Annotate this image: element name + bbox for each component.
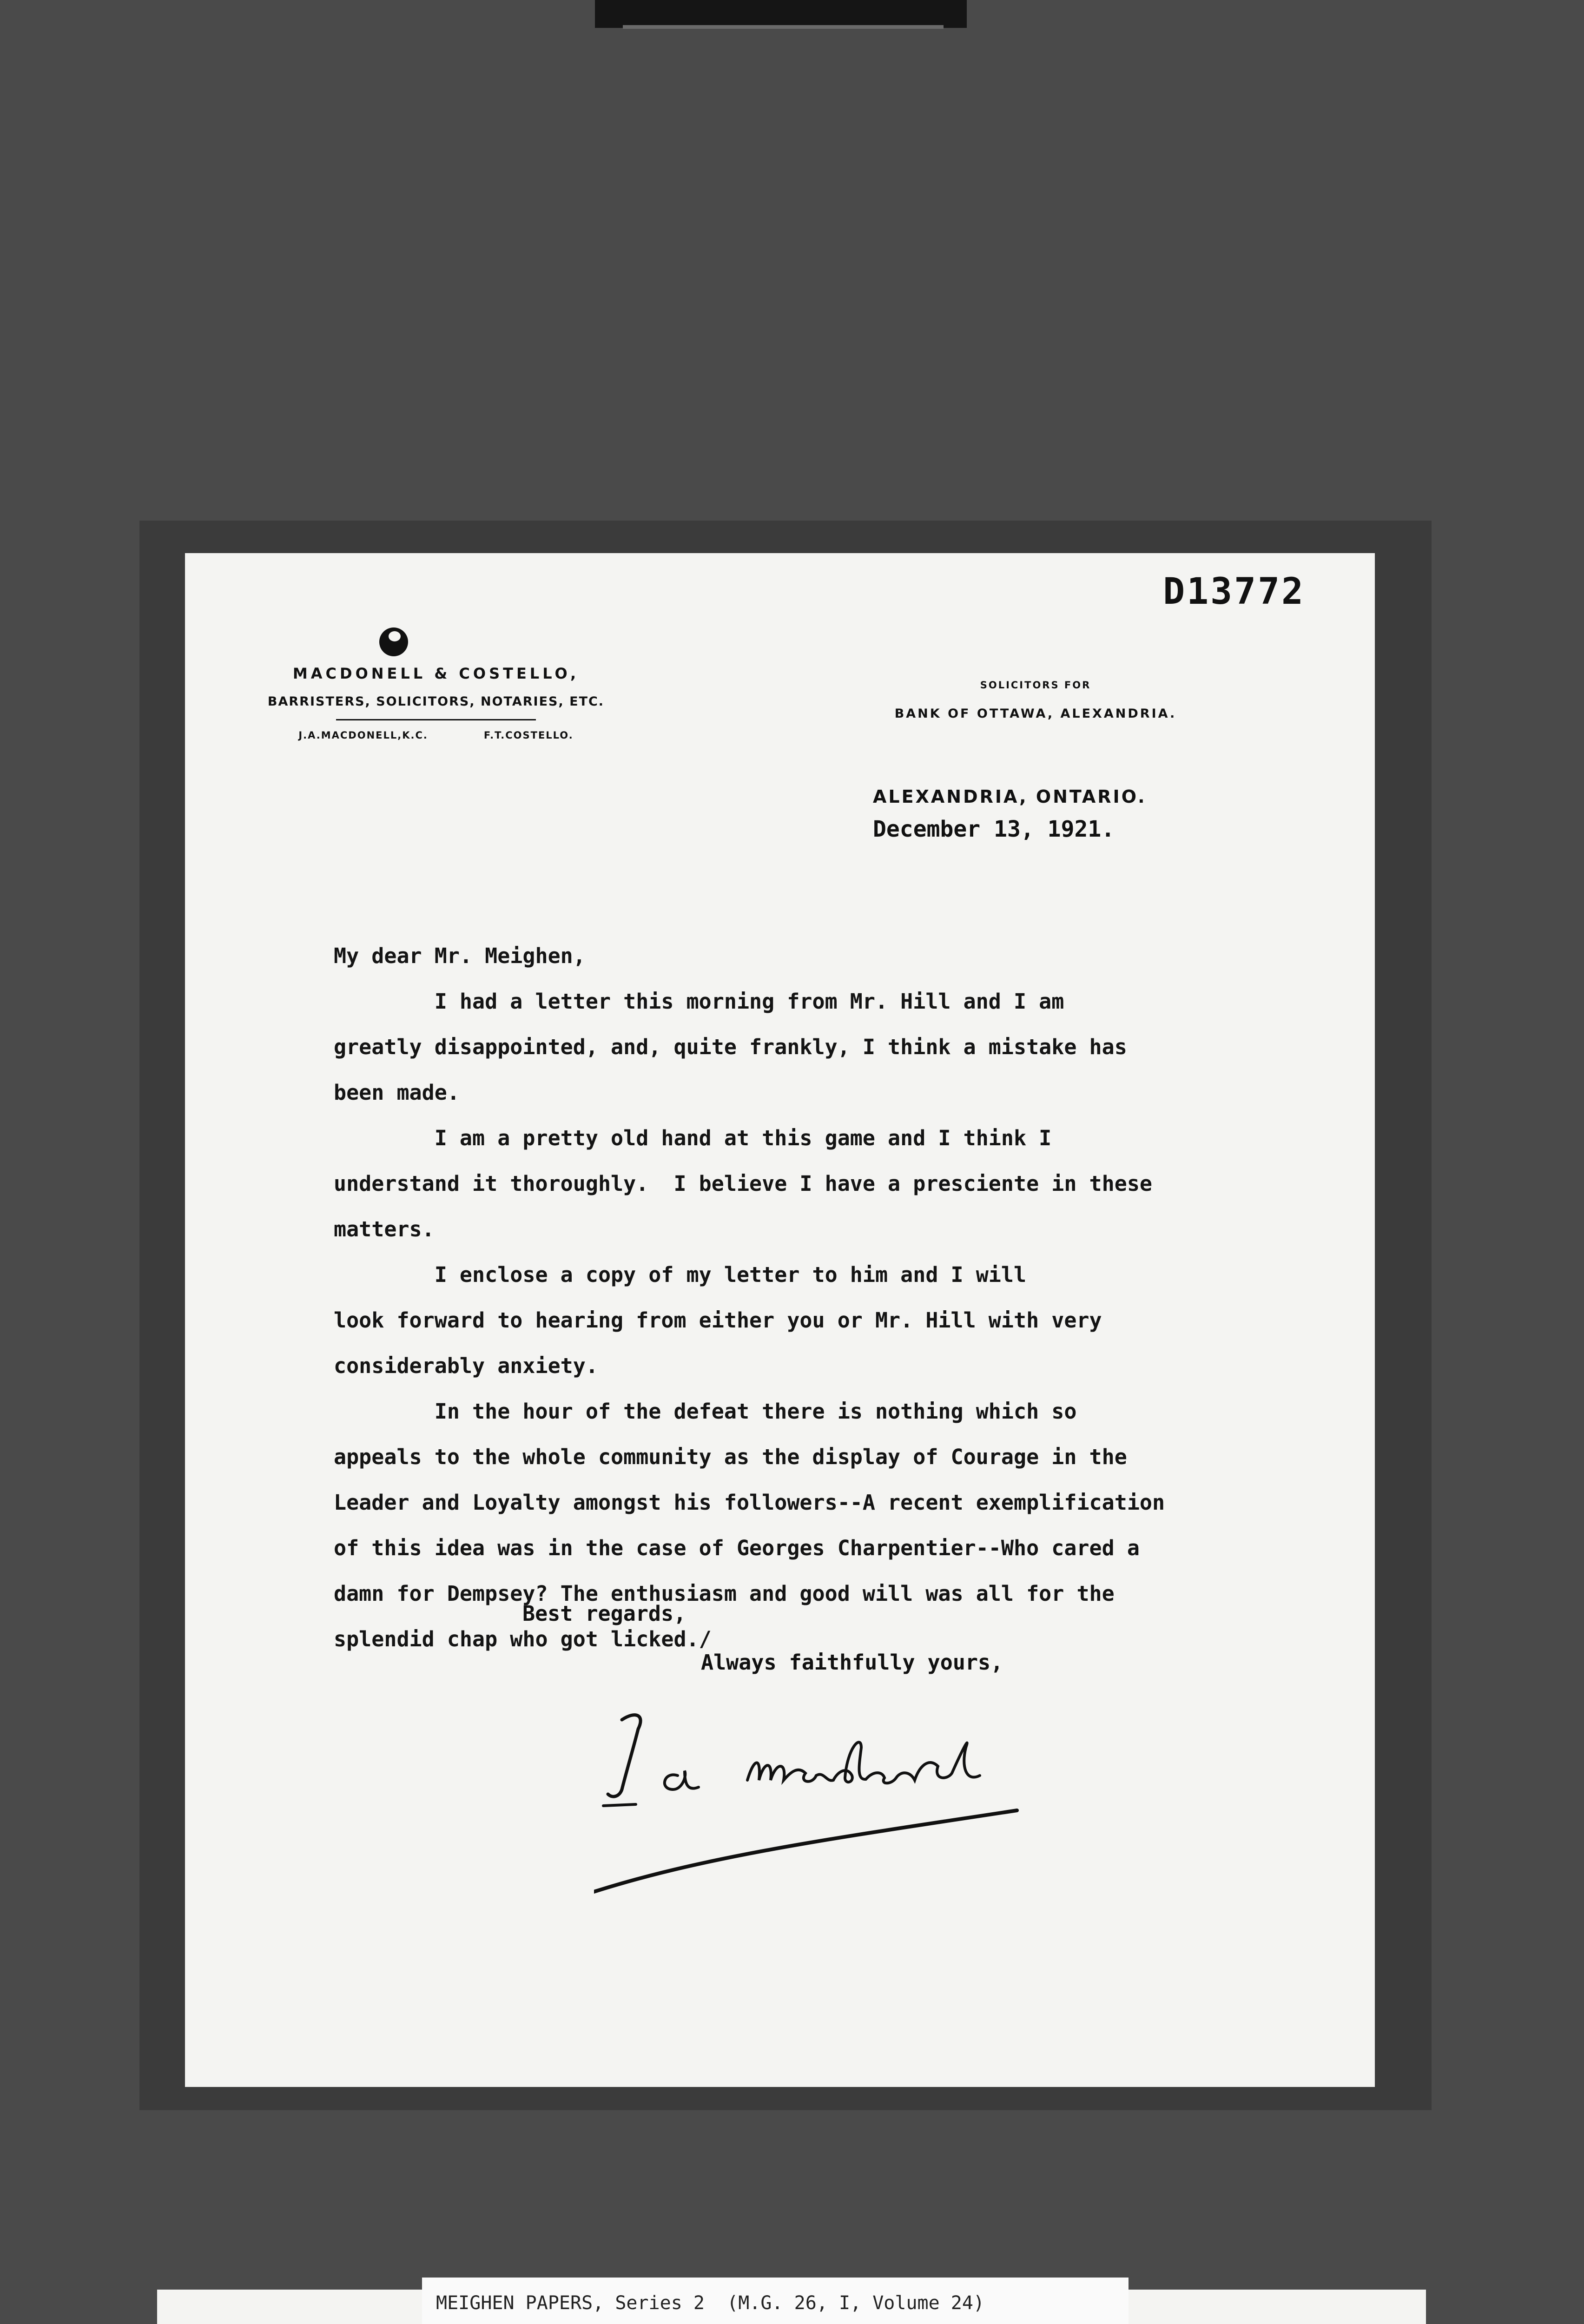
body-line: I enclose a copy of my letter to him and I will <box>334 1262 1027 1287</box>
document-number: D13772 <box>1163 571 1305 613</box>
body-line: matters. <box>334 1217 435 1241</box>
letter-sheet <box>185 553 1375 2087</box>
valediction: Always faithfully yours, <box>701 1650 1003 1675</box>
letterhead-divider <box>336 719 536 720</box>
body-line: appeals to the whole community as the display of Courage in the <box>334 1445 1127 1469</box>
series-label-strip <box>422 2278 1129 2324</box>
body-line: splendid chap who got licked./ <box>334 1627 712 1651</box>
letter-date: December 13, 1921. <box>873 816 1115 842</box>
body-line: I am a pretty old hand at this game and I think I <box>334 1126 1052 1150</box>
body-line: look forward to hearing from either you or Mr. Hill with very <box>334 1308 1102 1333</box>
body-line: considerably anxiety. <box>334 1353 598 1378</box>
letter-place: ALEXANDRIA, ONTARIO. <box>873 786 1147 807</box>
solicitors-bank: BANK OF OTTAWA, ALEXANDRIA. <box>894 706 1177 721</box>
partner-macdonell: J.A.MACDONELL,K.C. <box>298 730 428 741</box>
body-line: greatly disappointed, and, quite frankly, I think a mistake has <box>334 1035 1127 1059</box>
body-line: of this idea was in the case of Georges Charpentier--Who cared a <box>334 1536 1140 1560</box>
solicitors-label: SOLICITORS FOR <box>980 680 1091 691</box>
salutation: My dear Mr. Meighen, <box>334 944 586 968</box>
solicitors-block <box>836 680 1235 721</box>
body-line: damn for Dempsey? The enthusiasm and good will was all for the <box>334 1581 1115 1606</box>
letterhead-firm <box>245 665 627 741</box>
body-line: Leader and Loyalty amongst his followers--A recent exemplification <box>334 1490 1165 1515</box>
letterhead-logo-icon <box>379 627 408 656</box>
body-line: been made. <box>334 1080 460 1105</box>
firm-description: BARRISTERS, SOLICITORS, NOTARIES, ETC. <box>267 694 605 709</box>
firm-name: MACDONELL & COSTELLO, <box>292 665 580 682</box>
archive-series: MEIGHEN PAPERS, Series 2 (M.G. 26, I, Volume 24) <box>436 2292 985 2314</box>
body-line: I had a letter this morning from Mr. Hill and I am <box>334 989 1064 1014</box>
binder-clip-edge <box>623 25 944 29</box>
firm-partners <box>245 730 627 741</box>
partner-costello: F.T.COSTELLO. <box>483 730 574 741</box>
closing-regards: Best regards, <box>522 1601 686 1626</box>
letter-body <box>334 888 1310 1753</box>
body-line: understand it thoroughly. I believe I have a presciente in these <box>334 1171 1152 1196</box>
body-line: In the hour of the defeat there is nothing which so <box>334 1399 1077 1424</box>
binder-clip <box>595 0 967 28</box>
handwritten-signature <box>594 1701 1059 1901</box>
